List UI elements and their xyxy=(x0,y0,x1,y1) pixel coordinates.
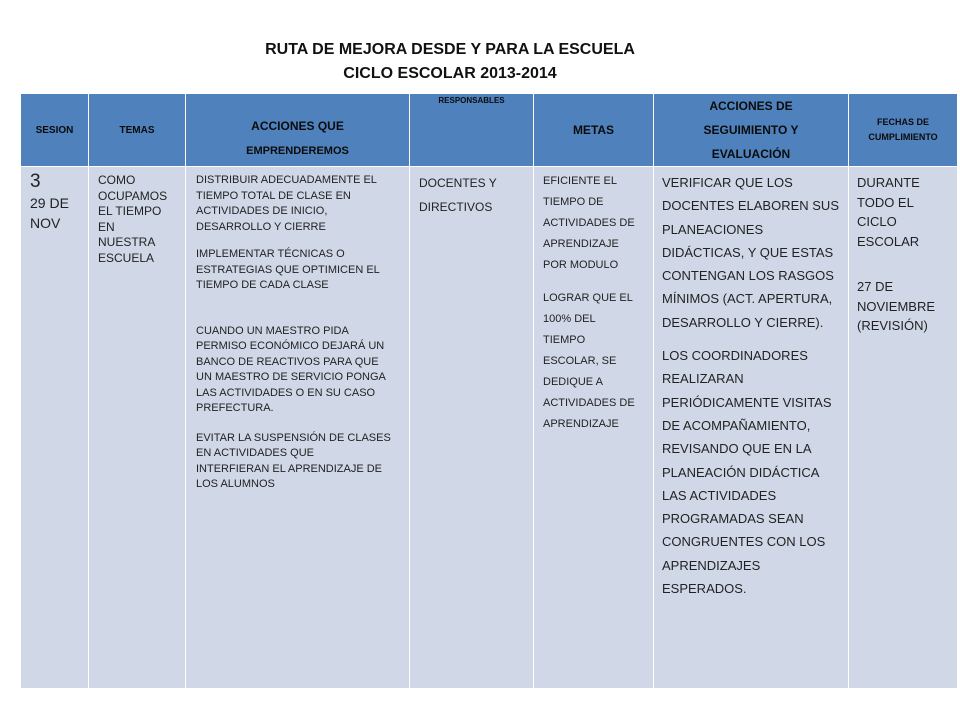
header-responsables: RESPONSABLES xyxy=(410,94,534,167)
cell-seguimiento xyxy=(654,167,849,689)
session-number: 3 xyxy=(30,171,41,192)
header-acciones: ACCIONES QUE EMPRENDEREMOS xyxy=(186,94,410,167)
header-metas: METAS xyxy=(534,94,654,167)
cell-metas xyxy=(534,167,654,689)
seguimiento-item: VERIFICAR QUE LOS DOCENTES ELABOREN SUS PLANEACIONES DIDÁCTICAS, Y QUE ESTAS CONTENGAN LOS RASGOS MÍNIMOS (ACT. APERTURA, DESARROLLO Y CIERRE). xyxy=(662,175,839,330)
fecha-item: DURANTE TODO EL CICLO ESCOLAR xyxy=(857,175,920,249)
header-seguimiento: ACCIONES DE SEGUIMIENTO Y EVALUACIÓN xyxy=(654,94,849,167)
cell-temas: COMO OCUPAMOS EL TIEMPO EN NUESTRA ESCUELA xyxy=(89,167,186,689)
meta-item: LOGRAR QUE EL 100% DEL TIEMPO ESCOLAR, SE DEDIQUE A ACTIVIDADES DE APRENDIZAJE xyxy=(543,292,635,430)
accion-item: DISTRIBUIR ADECUADAMENTE EL TIEMPO TOTAL DE CLASE EN ACTIVIDADES DE INICIO, DESARROLLO Y CIERRE xyxy=(196,174,377,233)
improvement-plan-table xyxy=(20,93,958,689)
accion-item: IMPLEMENTAR TÉCNICAS O ESTRATEGIAS QUE OPTIMICEN EL TIEMPO DE CADA CLASE xyxy=(196,248,380,291)
title-line-1: RUTA DE MEJORA DESDE Y PARA LA ESCUELA xyxy=(265,41,635,58)
header-fechas: FECHAS DE CUMPLIMIENTO xyxy=(849,94,958,167)
header-sesion: SESION xyxy=(21,94,89,167)
session-date: 29 DE NOV xyxy=(30,195,69,231)
header-temas: TEMAS xyxy=(89,94,186,167)
session-row xyxy=(21,167,958,689)
meta-item: EFICIENTE EL TIEMPO DE ACTIVIDADES DE APRENDIZAJE POR MODULO xyxy=(543,175,635,271)
title-line-2: CICLO ESCOLAR 2013-2014 xyxy=(343,65,557,82)
header-row xyxy=(21,94,958,167)
accion-item: CUANDO UN MAESTRO PIDA PERMISO ECONÓMICO DEJARÁ UN BANCO DE REACTIVOS PARA QUE UN MAESTRO DE SERVICIO PONGA LAS ACTIVIDADES O EN SU CASO PREFECTURA. xyxy=(196,324,386,414)
seguimiento-item: LOS COORDINADORES REALIZARAN PERIÓDICAMENTE VISITAS DE ACOMPAÑAMIENTO, REVISANDO QUE EN LA PLANEACIÓN DIDÁCTICA LAS ACTIVIDADES PROGRAMADAS SEAN CONGRUENTES CON LOS APRENDIZAJES ESPERADOS. xyxy=(662,348,832,597)
cell-fechas xyxy=(849,167,958,689)
cell-acciones xyxy=(186,167,410,689)
document-title xyxy=(0,38,900,86)
fecha-item: 27 DE NOVIEMBRE (REVISIÓN) xyxy=(857,279,936,333)
cell-responsables: DOCENTES Y DIRECTIVOS xyxy=(410,167,534,689)
accion-item: EVITAR LA SUSPENSIÓN DE CLASES EN ACTIVIDADES QUE INTERFIERAN EL APRENDIZAJE DE LOS ALUMNOS xyxy=(196,431,391,490)
cell-sesion xyxy=(21,167,89,689)
